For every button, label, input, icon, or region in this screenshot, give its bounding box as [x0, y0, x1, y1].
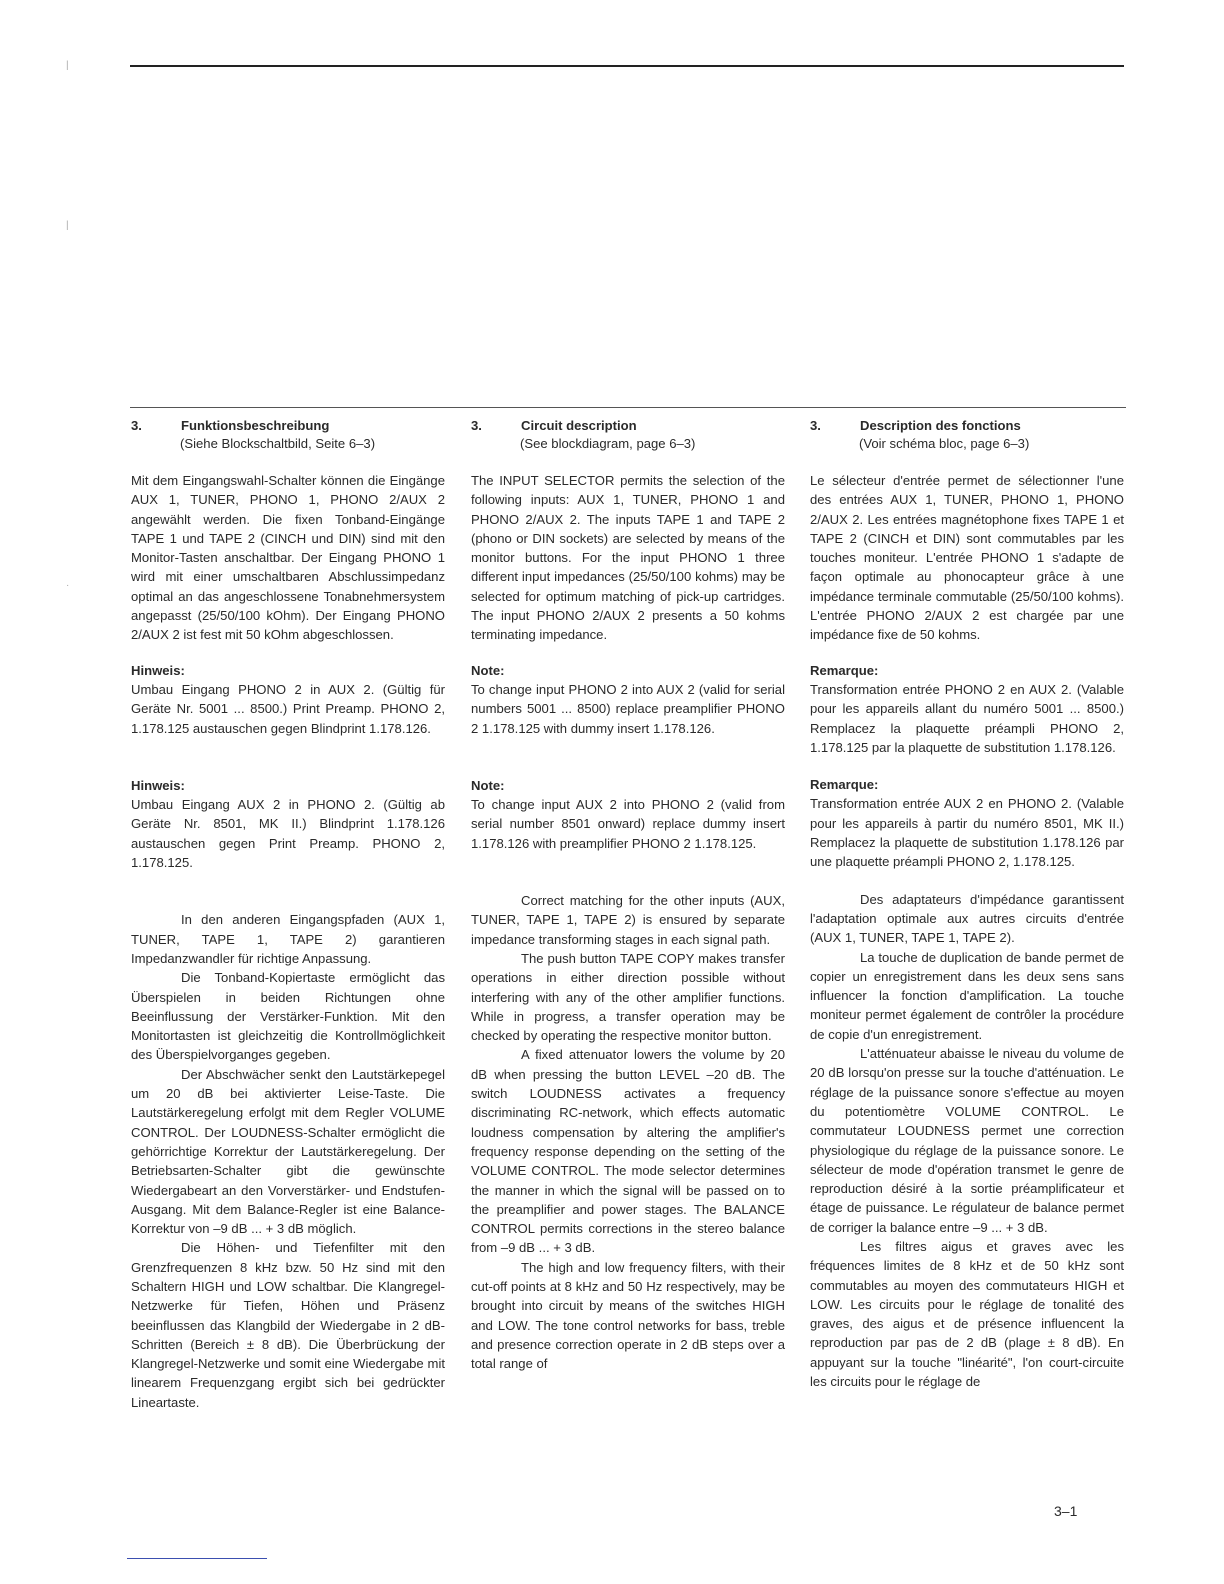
section-subtitle: (Voir schéma bloc, page 6–3) — [859, 436, 1030, 451]
section-number: 3. — [810, 418, 821, 433]
body-paragraph: In den anderen Eingangspfaden (AUX 1, TUNER, TAPE 1, TAPE 2) garantieren Impedanzwandler für richtige Anpassung. — [131, 912, 445, 966]
column-german — [131, 415, 445, 1412]
body-paragraph: The push button TAPE COPY makes transfer operations in either direction possible without interfering with any of the other amplifier functions. While in progress, a transfer operation may be checked by operating the respective monitor button. — [471, 950, 785, 1044]
section-title: Circuit description — [521, 418, 637, 433]
section-number: 3. — [471, 418, 482, 433]
note-title: Note: — [471, 777, 505, 793]
body-paragraph: L'atténuateur abaisse le niveau du volume de 20 dB lorsqu'on presse sur la touche d'atténuation. Le réglage de la puissance sonore s'effectue au moyen du potentiomètre VOLUME CONTROL. Le commutateur LOUDNESS permet une correction physiologique du réglage de la puissance sonore. Le sélecteur de mode d'opération transmet le genre de reproduction désiré à la sortie préamplificateur et étage de puissance. Le régulateur de balance permet de corriger la balance entre –9 ... + 3 dB. — [810, 1046, 1124, 1235]
note-text: Transformation entrée PHONO 2 en AUX 2. (Valable pour les appareils allant du numéro 5001 ... 8500.) Remplacez la plaquette préampli PHONO 2, 1.178.125 par la plaquette de substitution 1.178.126. — [810, 681, 1124, 755]
bottom-rule — [127, 1558, 267, 1559]
note-title: Hinweis: — [131, 662, 185, 678]
margin-mark: · — [66, 580, 70, 591]
note-title: Remarque: — [810, 777, 879, 793]
margin-mark: | — [66, 220, 69, 231]
section-title: Description des fonctions — [860, 418, 1021, 433]
intro-paragraph: Le sélecteur d'entrée permet de sélectionner l'une des entrées AUX 1, TUNER, PHONO 1, PHONO 2/AUX 2. Les entrées magnétophone fixes TAPE 1 et TAPE 2 (CINCH et DIN) sont commutables par les touches moniteur. L'entrée PHONO 1 s'adapte de façon optimale au phonocapteur grâce à une impédance terminale commutable (25/50/100 kohms). L'entrée PHONO 2/AUX 2 est chargée par une impédance fixe de 50 kohms. — [810, 473, 1124, 643]
body-paragraph: Des adaptateurs d'impédance garantissent l'adaptation optimale aux autres circuits d'entrée (AUX 1, TUNER, TAPE 1, TAPE 2). — [810, 891, 1124, 946]
column-french — [810, 415, 1124, 1391]
note-text: Umbau Eingang AUX 2 in PHONO 2. (Gültig ab Geräte Nr. 8501, MK II.) Blindprint 1.178.126 austauschen gegen Print Preamp. PHONO 2, 1.178.125. — [131, 797, 445, 871]
body-paragraph: Les filtres aigus et graves avec les fréquences limites de 8 kHz et de 50 kHz sont commutables au moyen des commutateurs HIGH et LOW. Les circuits pour le réglage de tonalité des graves, des aigus et de présence influencent la reproduction par pas de 2 dB (plage ± 8 dB). En appuyant sur la touche "linéarité", l'on court-circuite les circuits pour le réglage de — [810, 1238, 1124, 1390]
note-text: To change input AUX 2 into PHONO 2 (valid from serial number 8501 onward) replace dummy insert 1.178.126 with preamplifier PHONO 2 1.178.125. — [471, 797, 785, 851]
margin-mark: | — [66, 60, 69, 71]
body-paragraph: A fixed attenuator lowers the volume by 20 dB when pressing the button LEVEL –20 dB. The switch LOUDNESS activates a frequency discriminating RC-network, which effects automatic loudness compensation by altering the amplifier's frequency response depending on the setting of the VOLUME CONTROL. The mode selector determines the manner in which the signal will be passed on to the preamplifier and power stages. The BALANCE CONTROL permits corrections in the stereo balance from –9 dB ... + 3 dB. — [471, 1047, 785, 1256]
note-text: To change input PHONO 2 into AUX 2 (valid for serial numbers 5001 ... 8500) replace preamplifier PHONO 2 1.178.125 with dummy insert 1.178.126. — [471, 681, 785, 736]
body-paragraph: La touche de duplication de bande permet de copier un enregistrement dans les deux sens sans influencer la fonction d'amplification. La touche moniteur permet également de contrôler la procédure de copie d'un enregistrement. — [810, 949, 1124, 1042]
column-english — [471, 415, 785, 1373]
body-paragraph: Die Tonband-Kopiertaste ermöglicht das Überspielen in beiden Richtungen ohne Beeinflussung der Verstärker-Funktion. Mit den Monitortasten ist gleichzeitig die Kontrollmöglichkeit des Überspielvorganges gegeben. — [131, 970, 445, 1063]
section-number: 3. — [131, 418, 142, 433]
section-heading — [131, 415, 445, 455]
section-title: Funktionsbeschreibung — [181, 418, 330, 433]
note-title: Note: — [471, 662, 505, 678]
note-title: Hinweis: — [131, 777, 185, 793]
top-rule — [130, 65, 1124, 67]
note-title: Remarque: — [810, 662, 879, 678]
intro-paragraph: Mit dem Eingangswahl-Schalter können die Eingänge AUX 1, TUNER, PHONO 1, PHONO 2/AUX 2 angewählt werden. Die fixen Tonband-Eingänge TAPE 1 und TAPE 2 (CINCH und DIN) sind mit den Monitor-Tasten anschaltbar. Der Eingang PHONO 1 wird mit einer umschaltbaren Abschlussimpedanz optimal an das angeschlossene Tonabnehmersystem angepasst (25/50/100 kOhm). Der Eingang PHONO 2/AUX 2 ist fest mit 50 kOhm abgeschlossen. — [131, 473, 445, 643]
intro-paragraph: The INPUT SELECTOR permits the selection of the following inputs: AUX 1, TUNER, PHONO 1 and PHONO 2/AUX 2. The inputs TAPE 1 and TAPE 2 (phono or DIN sockets) are selected by means of the monitor buttons. For the input PHONO 1 three different input impedances (25/50/100 kohms) may be selected for optimum matching of pick-up cartridges. The input PHONO 2/AUX 2 presents a 50 kohms terminating impedance. — [471, 473, 785, 643]
body-paragraph: Die Höhen- und Tiefenfilter mit den Grenzfrequenzen 8 kHz bzw. 50 Hz sind mit den Schaltern HIGH und LOW schaltbar. Die Klangregel-Netzwerke für Tiefen, Höhen und Präsenz beeinflussen das Klangbild der Wiedergabe in 2 dB-Schritten (Bereich ± 8 dB). Die Überbrückung der Klangregel-Netzwerke und somit eine Wiedergabe mit linearem Frequenzgang ergibt sich bei gedrückter Lineartaste. — [131, 1240, 445, 1410]
section-subtitle: (See blockdiagram, page 6–3) — [520, 436, 696, 451]
section-rule — [130, 407, 1126, 408]
section-subtitle: (Siehe Blockschaltbild, Seite 6–3) — [180, 436, 376, 451]
page-number: 3–1 — [1054, 1503, 1078, 1519]
section-heading — [471, 415, 785, 455]
body-paragraph: Der Abschwächer senkt den Lautstärkepegel um 20 dB bei aktivierter Leise-Taste. Die Lautstärkeregelung erfolgt mit dem Regler VOLUME CONTROL. Der LOUDNESS-Schalter ermöglicht die gehörrichtige Korrektur der Lautstärkeregelung. Der Betriebsarten-Schalter gibt die gewünschte Wiedergabeart an den Vorverstärker- und Endstufen-Ausgang. Mit dem Balance-Regler ist eine Balance-Korrektur von –9 dB ... + 3 dB möglich. — [131, 1066, 445, 1237]
body-paragraph: Correct matching for the other inputs (AUX, TUNER, TAPE 1, TAPE 2) is ensured by separate impedance transforming stages in each signal path. — [471, 893, 785, 947]
body-paragraph: The high and low frequency filters, with their cut-off points at 8 kHz and 50 Hz respectively, may be brought into circuit by means of the switches HIGH and LOW. The tone control networks for bass, treble and presence correction operate in 2 dB steps over a total range of — [471, 1259, 785, 1372]
note-text: Umbau Eingang PHONO 2 in AUX 2. (Gültig für Geräte Nr. 5001 ... 8500.) Print Preamp. PHONO 2, 1.178.125 austauschen gegen Blindprint 1.178.126. — [131, 681, 445, 736]
note-text: Transformation entrée AUX 2 en PHONO 2. (Valable pour les appareils à partir du numéro 8501, MK II.) Remplacez la plaquette de substitution 1.178.126 par une plaquette préampli PHONO 2, 1.178.125. — [810, 796, 1124, 870]
section-heading — [810, 415, 1124, 455]
